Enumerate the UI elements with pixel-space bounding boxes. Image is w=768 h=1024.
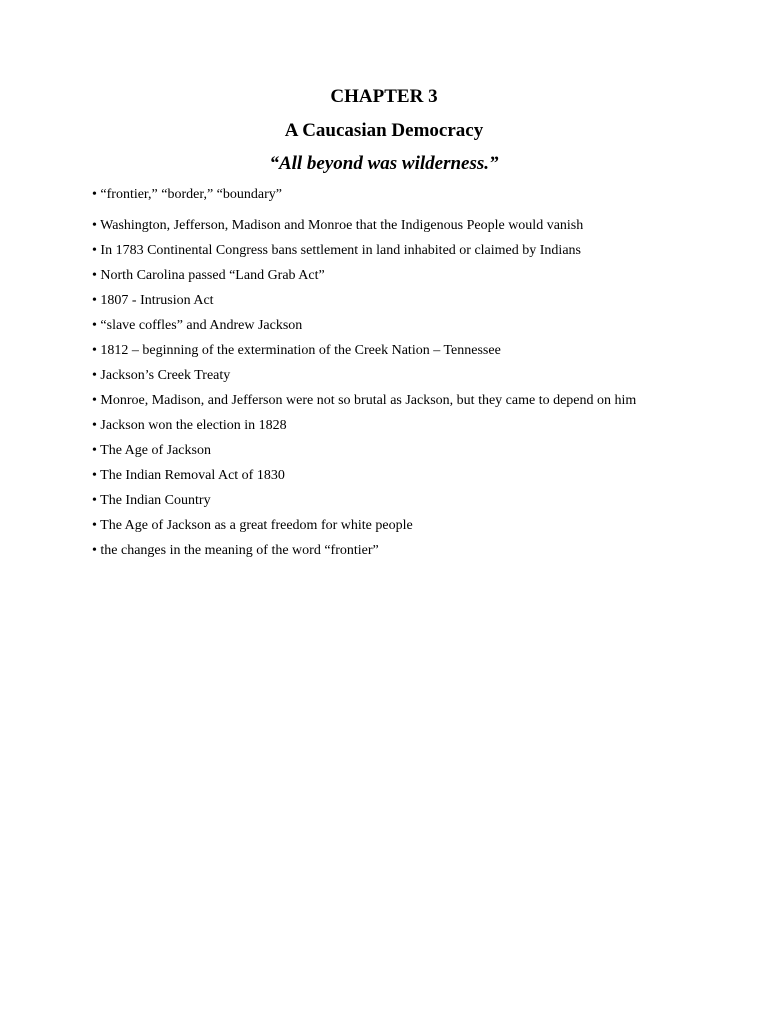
chapter-heading: CHAPTER 3: [330, 86, 438, 107]
bullet-item: • 1807 - Intrusion Act: [92, 293, 214, 308]
bullet-item: • Jackson’s Creek Treaty: [92, 368, 231, 383]
bullet-item: • “frontier,” “border,” “boundary”: [92, 187, 282, 202]
bullet-item: • In 1783 Continental Congress bans settlement in land inhabited or claimed by Indians: [92, 243, 581, 258]
chapter-epigraph: “All beyond was wilderness.”: [269, 153, 499, 174]
chapter-title: A Caucasian Democracy: [284, 120, 484, 141]
bullet-item: • Washington, Jefferson, Madison and Monroe that the Indigenous People would vanish: [92, 218, 584, 233]
bullet-item: • The Indian Country: [92, 493, 211, 508]
bullet-item: • Jackson won the election in 1828: [92, 418, 287, 433]
bullet-item: • The Indian Removal Act of 1830: [92, 468, 285, 483]
bullet-item: • The Age of Jackson as a great freedom for white people: [92, 518, 413, 533]
bullet-item: • 1812 – beginning of the extermination of the Creek Nation – Tennessee: [92, 343, 501, 358]
bullet-item: • Monroe, Madison, and Jefferson were not so brutal as Jackson, but they came to depend on him: [92, 393, 637, 408]
bullet-list: [92, 186, 682, 567]
bullet-item: • the changes in the meaning of the word “frontier”: [92, 543, 379, 558]
bullet-item: • North Carolina passed “Land Grab Act”: [92, 268, 325, 283]
bullet-item: • The Age of Jackson: [92, 443, 211, 458]
bullet-item: • “slave coffles” and Andrew Jackson: [92, 318, 303, 333]
